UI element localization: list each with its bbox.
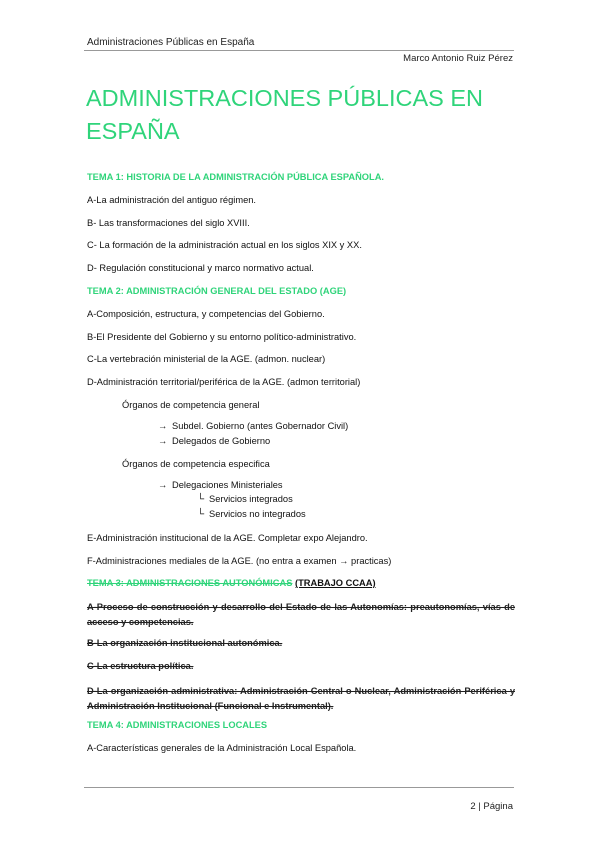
page-number: 2 | Página xyxy=(470,801,513,812)
page-title: ADMINISTRACIONES PÚBLICAS EN ESPAÑA xyxy=(86,85,483,144)
tema3-note: (TRABAJO CCAA) xyxy=(295,578,376,588)
sub-item-no-integrados: └ Servicios no integrados xyxy=(197,509,306,520)
tema3-heading-row xyxy=(87,578,376,588)
tema3-heading: TEMA 3: ADMINISTRACIONES AUTONÓMICAS xyxy=(87,578,293,588)
sub-item-integrados: └ Servicios integrados xyxy=(197,494,293,505)
tema2-item-f: F-Administraciones mediales de la AGE. (no entra a examen → practicas) xyxy=(87,556,392,566)
tema4-heading: TEMA 4: ADMINISTRACIONES LOCALES xyxy=(87,720,268,730)
arrow-right-icon: → xyxy=(158,421,168,431)
tema3-item-c: C-La estructura política. xyxy=(87,661,194,671)
organos-general-label: Órganos de competencia general xyxy=(122,400,260,410)
tema1-item-d: D- Regulación constitucional y marco normativo actual. xyxy=(87,263,314,273)
tema2-item-b: B-El Presidente del Gobierno y su entorno político-administrativo. xyxy=(87,332,357,342)
corner-branch-icon: └ xyxy=(197,494,205,505)
header-divider xyxy=(84,50,514,51)
tema3-item-d: D-La organización administrativa: Administración Central o Nuclear, Administración Periférica y Administración Institucional (Funcional e Instrumental). xyxy=(87,686,515,711)
arrow-right-icon: → xyxy=(158,436,168,446)
tema2-item-e: E-Administración institucional de la AGE. Completar expo Alejandro. xyxy=(87,533,368,543)
corner-branch-icon: └ xyxy=(197,509,205,520)
header-doc-title: Administraciones Públicas en España xyxy=(87,37,255,48)
general-item-delegados: → Delegados de Gobierno xyxy=(158,436,271,446)
tema3-item-a: A-Proceso de construcción y desarrollo del Estado de las Autonomías: preautonomías, vías de acceso y competencias. xyxy=(87,602,515,627)
tema2-item-c: C-La vertebración ministerial de la AGE. (admon. nuclear) xyxy=(87,354,326,364)
organos-especifica-label: Órganos de competencia especifica xyxy=(122,459,270,469)
especifica-item-delegaciones: → Delegaciones Ministeriales xyxy=(158,480,283,490)
tema2-heading: TEMA 2: ADMINISTRACIÓN GENERAL DEL ESTADO (AGE) xyxy=(87,286,347,296)
arrow-right-icon: → xyxy=(158,480,168,490)
general-item-subdel: → Subdel. Gobierno (antes Gobernador Civil) xyxy=(158,421,349,431)
footer-divider xyxy=(84,787,514,788)
header-author: Marco Antonio Ruiz Pérez xyxy=(403,53,513,64)
tema1-item-c: C- La formación de la administración actual en los siglos XIX y XX. xyxy=(87,240,362,250)
tema3-item-b: B-La organización institucional autonómica. xyxy=(87,638,283,648)
tema1-item-a: A-La administración del antiguo régimen. xyxy=(87,195,256,205)
tema4-item-a: A-Características generales de la Administración Local Española. xyxy=(87,743,357,753)
tema1-item-b: B- Las transformaciones del siglo XVIII. xyxy=(87,218,250,228)
tema2-item-d: D-Administración territorial/periférica de la AGE. (admon territorial) xyxy=(87,377,361,387)
tema2-item-a: A-Composición, estructura, y competencias del Gobierno. xyxy=(87,309,325,319)
tema1-heading: TEMA 1: HISTORIA DE LA ADMINISTRACIÓN PÚBLICA ESPAÑOLA. xyxy=(87,172,384,182)
